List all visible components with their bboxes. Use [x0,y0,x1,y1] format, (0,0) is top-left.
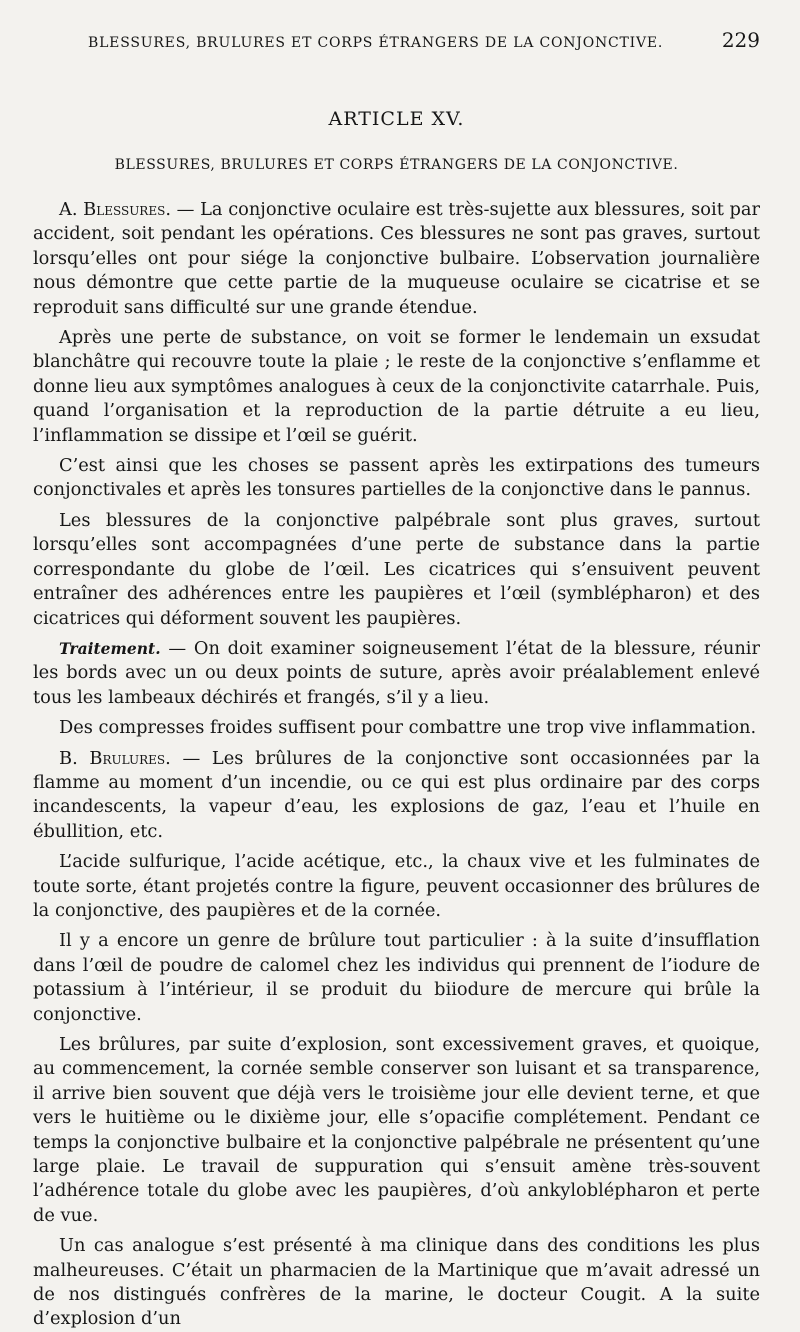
section-lead-traitement: Traitement. [59,638,161,658]
paragraph [33,929,760,1027]
paragraph-text: L’acide sulfurique, l’acide acétique, etc., la chaux vive et les fulminates de toute sorte, étant projetés contre la figure, peuvent occasionner des brûlures de la conjonctive, des paupières et de la cornée. [33,851,760,921]
paragraph-text: — La conjonctive oculaire est très-sujette aux blessures, soit par accident, soit pendant les opérations. Ces blessures ne sont pas graves, surtout lorsqu’elles ont pour siége la conjonctive bulbaire. L’observation journalière nous démontre que cette partie de la muqueuse oculaire se cicatrise et se reproduit sans difficulté sur une grande étendue. [33,199,760,318]
paragraph-text: — On doit examiner soigneusement l’état de la blessure, réunir les bords avec un ou deux points de suture, après avoir préalablement enlevé tous les lambeaux déchirés et frangés, s’il y a lieu. [33,637,760,708]
paragraph-text: Des compresses froides suffisent pour combattre une trop vive inflammation. [59,717,757,739]
paragraph [33,509,760,631]
section-lead-blessures: A. Blessures. [59,199,171,220]
paragraph-text: Les brûlures, par suite d’explosion, sont excessivement graves, et quoique, au commencement, la cornée semble conserver son luisant et sa transparence, il arrive bien souvent que déjà vers le troisième jour elle devient terne, et que vers le huitième ou le dixième jour, elle s’opacifie complétement. Pendant ce temps la conjonctive bulbaire et la conjonctive palpébrale ne présentent qu’une large plaie. Le travail de suppuration qui s’ensuit amène très-souvent l’adhérence totale du globe avec les paupières, d’où ankyloblépharon et perte de vue. [33,1034,760,1226]
paragraph [33,1234,760,1332]
page-number: 229 [721,28,760,52]
paragraph [33,454,760,503]
paragraph-traitement [33,637,760,710]
paragraph [33,326,760,448]
paragraph [33,716,760,740]
paragraph-text: — Les brûlures de la conjonctive sont occasionnées par la flamme au moment d’un incendie, ou ce qui est plus ordinaire par des corps incandescents, la vapeur d’eau, les explosions de gaz, l’eau et l’huile en ébullition, etc. [33,747,760,842]
running-title: BLESSURES, BRULURES ET CORPS ÉTRANGERS DE LA CONJONCTIVE. [88,35,664,51]
paragraph [33,850,760,923]
running-header [33,28,760,58]
paragraph-blessures [33,198,760,320]
paragraph-text: Les blessures de la conjonctive palpébrale sont plus graves, surtout lorsqu’elles sont accompagnées d’une perte de substance dans la partie correspondante du globe de l’œil. Les cicatrices qui s’ensuivent peuvent entraîner des adhérences entre les paupières et l’œil (symblépharon) et des cicatrices qui déforment souvent les paupières. [33,509,760,629]
paragraph-text: C’est ainsi que les choses se passent après les extirpations des tumeurs conjonctivales et après les tonsures partielles de la conjonctive dans le pannus. [33,455,760,501]
paragraph-text: Après une perte de substance, on voit se former le lendemain un exsudat blanchâtre qui recouvre toute la plaie ; le reste de la conjonctive s’enflamme et donne lieu aux symptômes analogues à ceux de la conjonctivite catarrhale. Puis, quand l’organisation et la reproduction de la partie détruite a eu lieu, l’inflammation se dissipe et l’œil se guérit. [33,327,760,446]
paragraph [33,1033,760,1228]
paragraph-brulures [33,747,760,845]
article-title: ARTICLE XV. [328,108,465,130]
paragraph-text: Il y a encore un genre de brûlure tout particulier : à la suite d’insufflation dans l’œil de poudre de calomel chez les individus qui prennent de l’iodure de potassium à l’intérieur, il se produit du biiodure de mercure qui brûle la conjonctive. [33,930,760,1025]
section-lead-brulures: B. Brulures. [59,747,171,769]
body-text [33,198,760,1332]
paragraph-text: Un cas analogue s’est présenté à ma clinique dans des conditions les plus malheureuses. C’était un pharmacien de la Martinique que m’avait adressé un de nos distingués confrères de la marine, le docteur Cougit. A la suite d’explosion d’un [33,1235,760,1330]
article-subtitle: BLESSURES, BRULURES ET CORPS ÉTRANGERS DE LA CONJONCTIVE. [114,157,679,173]
